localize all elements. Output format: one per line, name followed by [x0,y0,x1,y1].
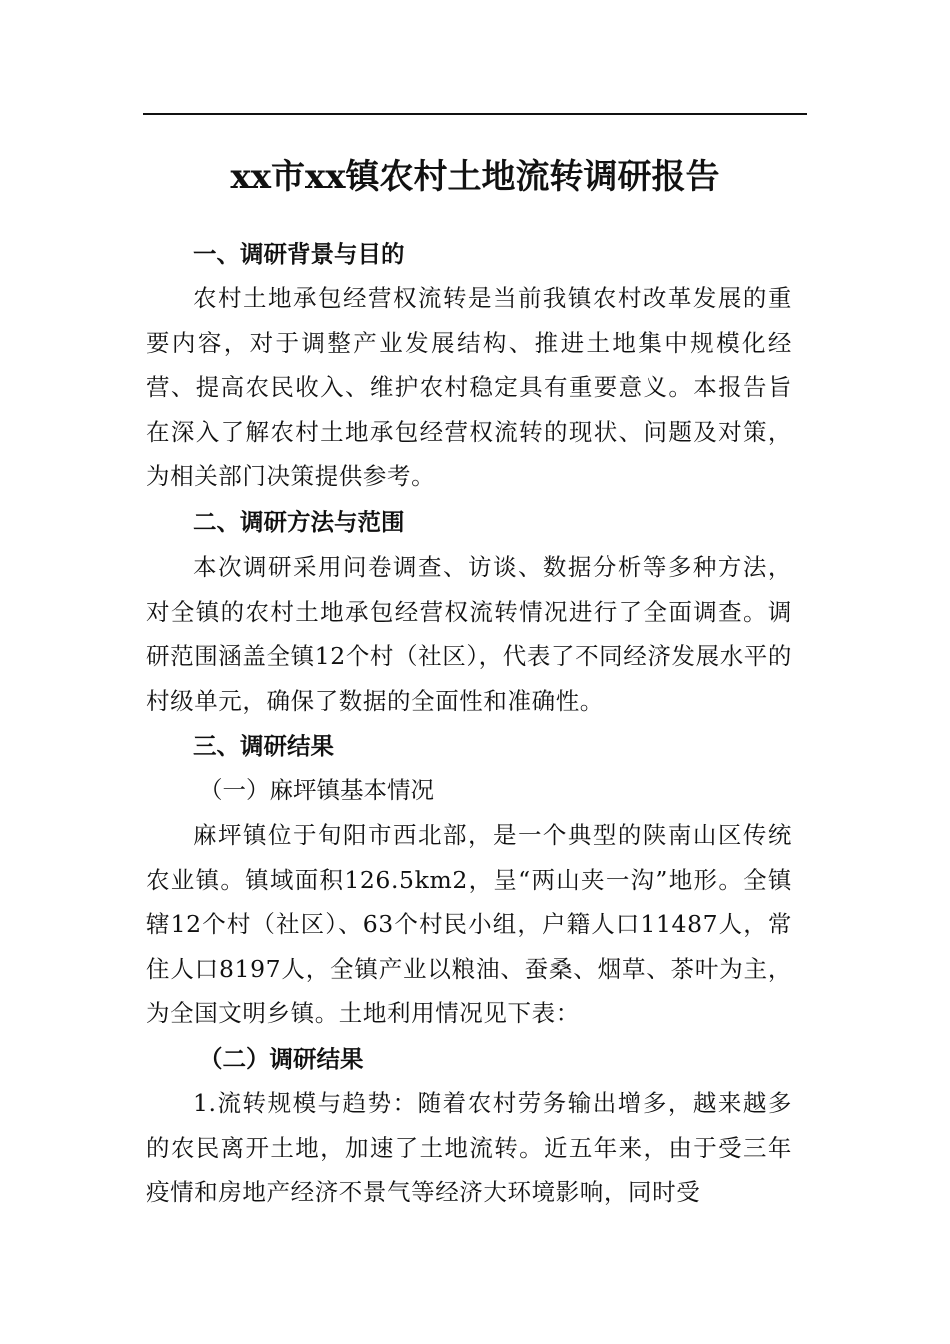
subsection-paragraph-basic-info [146,813,792,1036]
paragraph-text: 农村土地承包经营权流转是当前我镇农村改革发展的重要内容，对于调整产业发展结构、推进土地集中规模化经营、提高农民收入、维护农村稳定具有重要意义。本报告旨在深入了解农村土地承包经营权流转的现状、问题及对策，为相关部门决策提供参考。 [146,284,792,491]
section-heading-methods: 二、调研方法与范围 [193,508,405,536]
subsection-heading-basic-info: （一）麻坪镇基本情况 [199,776,434,804]
section-heading-results: 三、调研结果 [193,732,334,760]
section-paragraph-methods [146,545,792,723]
subsection-heading-survey-results: （二）调研结果 [199,1045,364,1073]
section-heading-background: 一、调研背景与目的 [193,240,405,268]
paragraph-text: 1.流转规模与趋势：随着农村劳务输出增多，越来越多的农民离开土地，加速了土地流转。近五年来，由于受三年疫情和房地产经济不景气等经济大环境影响，同时受 [146,1089,792,1207]
subsection-paragraph-survey-results [146,1081,792,1215]
paragraph-text: 本次调研采用问卷调查、访谈、数据分析等多种方法，对全镇的农村土地承包经营权流转情况进行了全面调查。调研范围涵盖全镇12个村（社区），代表了不同经济发展水平的村级单元，确保了数据的全面性和准确性。 [146,553,792,715]
section-paragraph-background [146,276,792,499]
header-rule [143,113,807,115]
paragraph-text: 麻坪镇位于旬阳市西北部，是一个典型的陕南山区传统农业镇。镇域面积126.5km2，呈“两山夹一沟”地形。全镇辖12个村（社区）、63个村民小组，户籍人口11487人，常住人口8197人，全镇产业以粮油、蚕桑、烟草、茶叶为主，为全国文明乡镇。土地利用情况见下表： [146,821,792,1028]
document-title: xx市xx镇农村土地流转调研报告 [230,157,720,197]
